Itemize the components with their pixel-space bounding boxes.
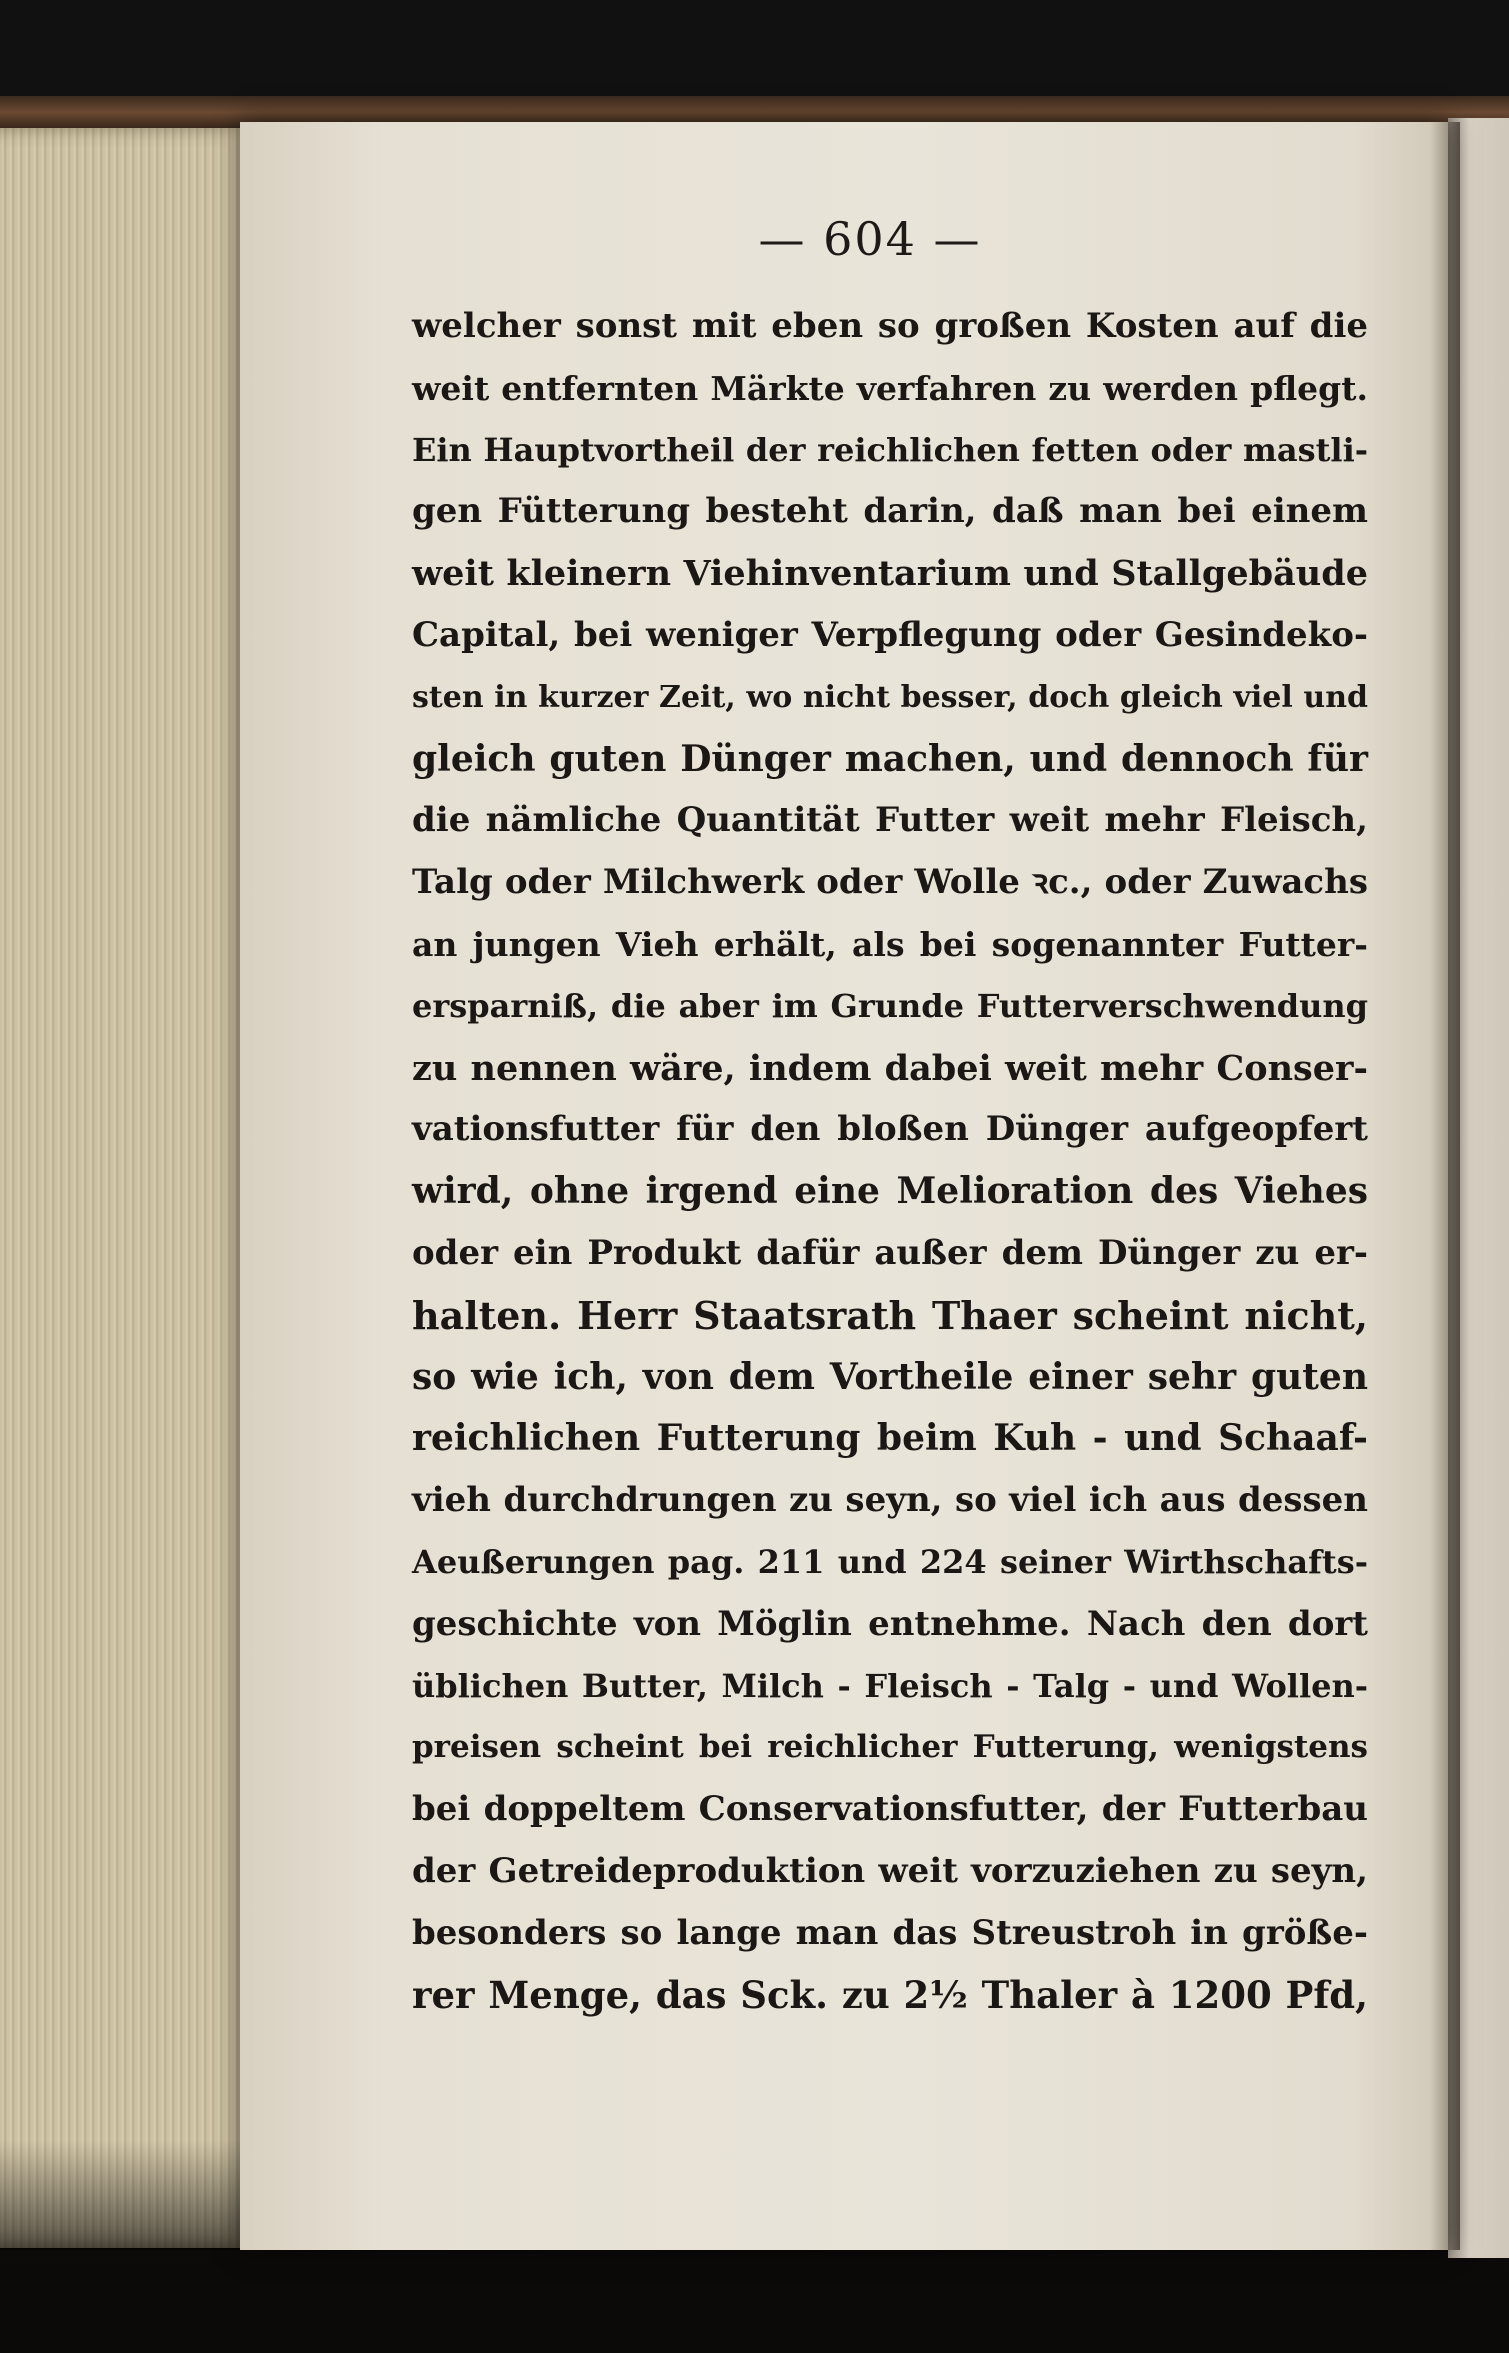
page-edges-stack [0,128,262,2248]
text-line: weit kleinern Viehinventarium und Stallgebäude [412,553,1368,595]
text-line: preisen scheint bei reichlicher Futterung, wenigstens [412,1729,1368,1766]
text-line: Talg oder Milchwerk oder Wolle ꝛc., oder Zuwachs [412,862,1368,903]
text-line: ersparniß, die aber im Grunde Futterverschwendung [412,986,1368,1025]
page-edges-shadow [0,2140,262,2250]
text-line: weit entfernten Märkte verfahren zu werden pflegt. [412,368,1368,408]
text-line: geschichte von Möglin entnehme. Nach den dort [412,1603,1368,1644]
text-line: reichlichen Futterung beim Kuh - und Schaaf- [412,1417,1368,1460]
text-line: gen Fütterung besteht darin, daß man bei einem [412,491,1368,532]
text-line: sten in kurzer Zeit, wo nicht besser, doch gleich viel und [412,679,1368,715]
body-text [412,296,1368,2026]
text-line: oder ein Produkt dafür außer dem Dünger zu er- [412,1232,1368,1273]
text-line: wird, ohne irgend eine Melioration des Viehes [412,1170,1368,1213]
text-line: gleich guten Dünger machen, und dennoch für [412,737,1368,780]
page-gutter-shadow [1430,122,1460,2250]
text-line: an jungen Vieh erhält, als bei sogenannter Futter- [412,924,1368,964]
text-line: welcher sonst mit eben so großen Kosten auf die [412,306,1368,346]
text-line: zu nennen wäre, indem dabei weit mehr Conser- [412,1047,1368,1089]
text-line: so wie ich, von dem Vortheile einer sehr guten [412,1355,1368,1398]
text-line: Ein Hauptvortheil der reichlichen fetten oder mastli- [412,430,1368,469]
text-line: Capital, bei weniger Verpflegung oder Gesindeko- [412,614,1368,655]
text-line: besonders so lange man das Streustroh in größe- [412,1912,1368,1953]
text-line: der Getreideproduktion weit vorzuziehen zu seyn, [412,1850,1368,1891]
page-number-header: — 604 — [758,212,982,266]
text-line: rer Menge, das Sck. zu 2½ Thaler à 1200 Pfd, [412,1972,1368,2017]
text-line: vieh durchdrungen zu seyn, so viel ich aus dessen [412,1480,1368,1521]
text-line: halten. Herr Staatsrath Thaer scheint nicht, [412,1292,1368,1338]
text-line: bei doppeltem Conservationsfutter, der Futterbau [412,1789,1368,1830]
text-line: Aeußerungen pag. 211 und 224 seiner Wirthschafts- [412,1542,1368,1581]
text-line: vationsfutter für den bloßen Dünger aufgeopfert [412,1109,1368,1150]
text-line: die nämliche Quantität Futter weit mehr Fleisch, [412,800,1368,841]
text-line: üblichen Butter, Milch - Fleisch - Talg - und Wollen- [412,1666,1368,1705]
